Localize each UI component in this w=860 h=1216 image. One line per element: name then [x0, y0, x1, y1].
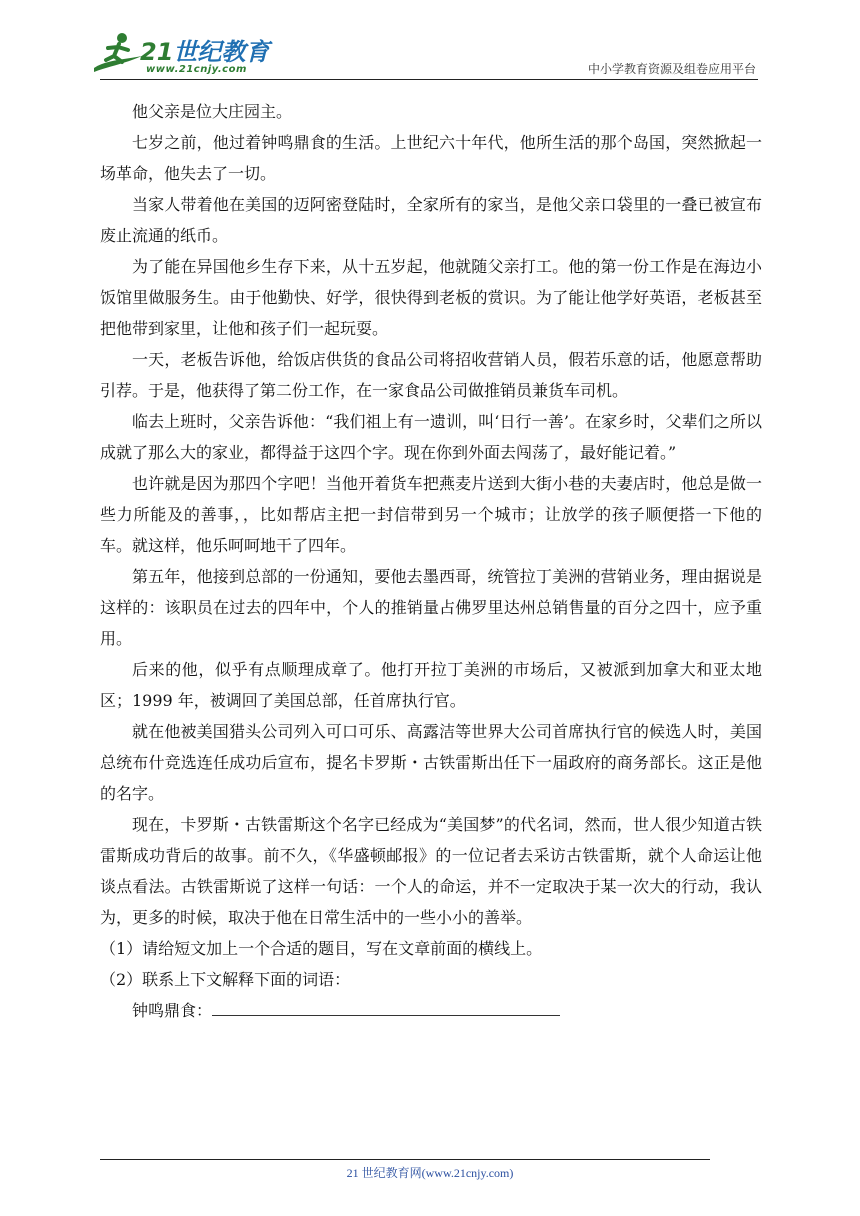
runner-logo-icon — [92, 30, 144, 78]
paragraph: 一天，老板告诉他，给饭店供货的食品公司将招收营销人员，假若乐意的话，他愿意帮助引荐。于是，他获得了第二份工作，在一家食品公司做推销员兼货车司机。 — [100, 350, 762, 400]
paragraph: 第五年，他接到总部的一份通知，要他去墨西哥，统管拉丁美洲的营销业务，理由据说是这样的：该职员在过去的四年中，个人的推销量占佛罗里达州总销售量的百分之四十，应予重用。 — [100, 567, 762, 648]
logo-wordmark: 21世纪教育 — [140, 38, 270, 66]
document-body — [100, 96, 762, 1026]
term-label: 钟鸣鼎食： — [132, 1001, 213, 1020]
paragraph: 后来的他，似乎有点顺理成章了。他打开拉丁美洲的市场后，又被派到加拿大和亚太地区；1999 年，被调回了美国总部，任首席执行官。 — [100, 660, 762, 710]
site-logo — [92, 30, 272, 80]
page-footer: 21 世纪教育网(www.21cnjy.com) — [346, 1166, 514, 1180]
footer-divider — [100, 1159, 710, 1160]
logo-url: www.21cnjy.com — [146, 64, 247, 75]
paragraph: 当家人带着他在美国的迈阿密登陆时，全家所有的家当，是他父亲口袋里的一叠已被宣布废止流通的纸币。 — [100, 195, 762, 245]
question-2: （2）联系上下文解释下面的词语： — [100, 970, 351, 989]
paragraph: 现在，卡罗斯・古铁雷斯这个名字已经成为“美国梦”的代名词，然而，世人很少知道古铁雷斯成功背后的故事。前不久，《华盛顿邮报》的一位记者去采访古铁雷斯，就个人命运让他谈点看法。古铁雷斯说了这样一句话：一个人的命运，并不一定取决于某一次大的行动，我认为，更多的时候，取决于他在日常生活中的一些小小的善举。 — [100, 815, 762, 927]
paragraph: 就在他被美国猎头公司列入可口可乐、高露洁等世界大公司首席执行官的候选人时，美国总统布什竞选连任成功后宣布，提名卡罗斯・古铁雷斯出任下一届政府的商务部长。这正是他的名字。 — [100, 722, 762, 803]
paragraph: 他父亲是位大庄园主。 — [132, 102, 293, 121]
paragraph: 为了能在异国他乡生存下来，从十五岁起，他就随父亲打工。他的第一份工作是在海边小饭馆里做服务生。由于他勤快、好学，很快得到老板的赏识。为了能让他学好英语，老板甚至把他带到家里，让他和孩子们一起玩耍。 — [100, 257, 762, 338]
platform-title: 中小学教育资源及组卷应用平台 — [587, 62, 756, 76]
header-divider — [100, 79, 758, 80]
question-1: （1）请给短文加上一个合适的题目，写在文章前面的横线上。 — [100, 939, 543, 958]
answer-blank[interactable] — [212, 1001, 560, 1016]
page-header — [0, 0, 860, 90]
paragraph: 七岁之前，他过着钟鸣鼎食的生活。上世纪六十年代，他所生活的那个岛国，突然掀起一场革命，他失去了一切。 — [100, 133, 762, 183]
term-row — [100, 995, 762, 1026]
paragraph: 也许就是因为那四个字吧！当他开着货车把燕麦片送到大街小巷的夫妻店时，他总是做一些力所能及的善事，，比如帮店主把一封信带到另一个城市；让放学的孩子顺便搭一下他的车。就这样，他乐呵呵地干了四年。 — [100, 474, 762, 555]
paragraph: 临去上班时，父亲告诉他：“我们祖上有一遗训，叫‘日行一善’。在家乡时，父辈们之所以成就了那么大的家业，都得益于这四个字。现在你到外面去闯荡了，最好能记着。” — [100, 412, 762, 462]
